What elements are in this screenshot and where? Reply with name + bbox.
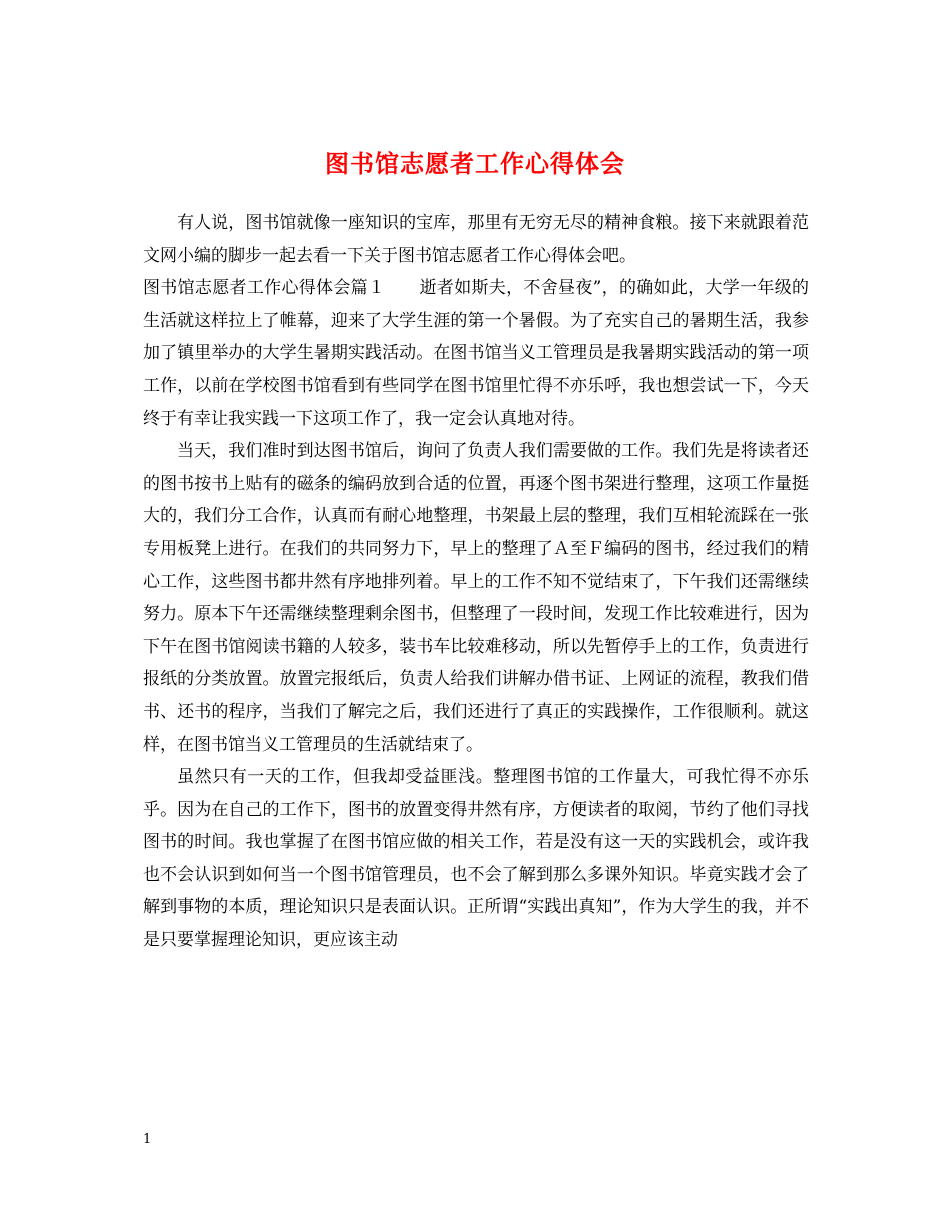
section-label: 图书馆志愿者工作心得体会篇１ (143, 278, 386, 299)
page-number: 1 (143, 1132, 152, 1147)
document-title: 图书馆志愿者工作心得体会 (325, 149, 625, 179)
section-paragraph (143, 272, 809, 435)
document-body (143, 207, 809, 957)
work-paragraph: 当天，我们准时到达图书馆后，询问了负责人我们需要做的工作。我们先是将读者还的图书按书上贴有的磁条的编码放到合适的位置，再逐个图书架进行整理，这项工作量挺大的，我们分工合作，认真而有耐心地整理，书架最上层的整理，我们互相轮流踩在一张专用板凳上进行。在我们的共同努力下，早上的整理了Ａ至Ｆ编码的图书，经过我们的精心工作，这些图书都井然有序地排列着。早上的工作不知不觉结束了，下午我们还需继续努力。原本下午还需继续整理剩余图书，但整理了一段时间，发现工作比较难进行，因为下午在图书馆阅读书籍的人较多，装书车比较难移动，所以先暂停手上的工作，负责进行报纸的分类放置。放置完报纸后，负责人给我们讲解办借书证、上网证的流程，教我们借书、还书的程序，当我们了解完之后，我们还进行了真正的实践操作，工作很顺利。就这样，在图书馆当义工管理员的生活就结束了。 (143, 441, 809, 755)
intro-paragraph: 有人说，图书馆就像一座知识的宝库，那里有无穷无尽的精神食粮。接下来就跟着范文网小编的脚步一起去看一下关于图书馆志愿者工作心得体会吧。 (143, 213, 809, 266)
reflection-paragraph: 虽然只有一天的工作，但我却受益匪浅。整理图书馆的工作量大，可我忙得不亦乐乎。因为在自己的工作下，图书的放置变得井然有序，方便读者的取阅，节约了他们寻找图书的时间。我也掌握了在图书馆应做的相关工作，若是没有这一天的实践机会，或许我也不会认识到如何当一个图书馆管理员，也不会了解到那么多课外知识。毕竟实践才会了解到事物的本质，理论知识只是表面认识。正所谓“实践出真知”，作为大学生的我，并不是只要掌握理论知识，更应该主动 (143, 767, 809, 951)
section-paragraph-text: 逝者如斯夫，不舍昼夜”，的确如此，大学一年级的生活就这样拉上了帷幕，迎来了大学生涯的第一个暑假。为了充实自己的暑期生活，我参加了镇里举办的大学生暑期实践活动。在图书馆当义工管理员是我暑期实践活动的第一项工作，以前在学校图书馆看到有些同学在图书馆里忙得不亦乐呼，我也想尝试一下，今天终于有幸让我实践一下这项工作了，我一定会认真地对待。 (143, 278, 809, 429)
